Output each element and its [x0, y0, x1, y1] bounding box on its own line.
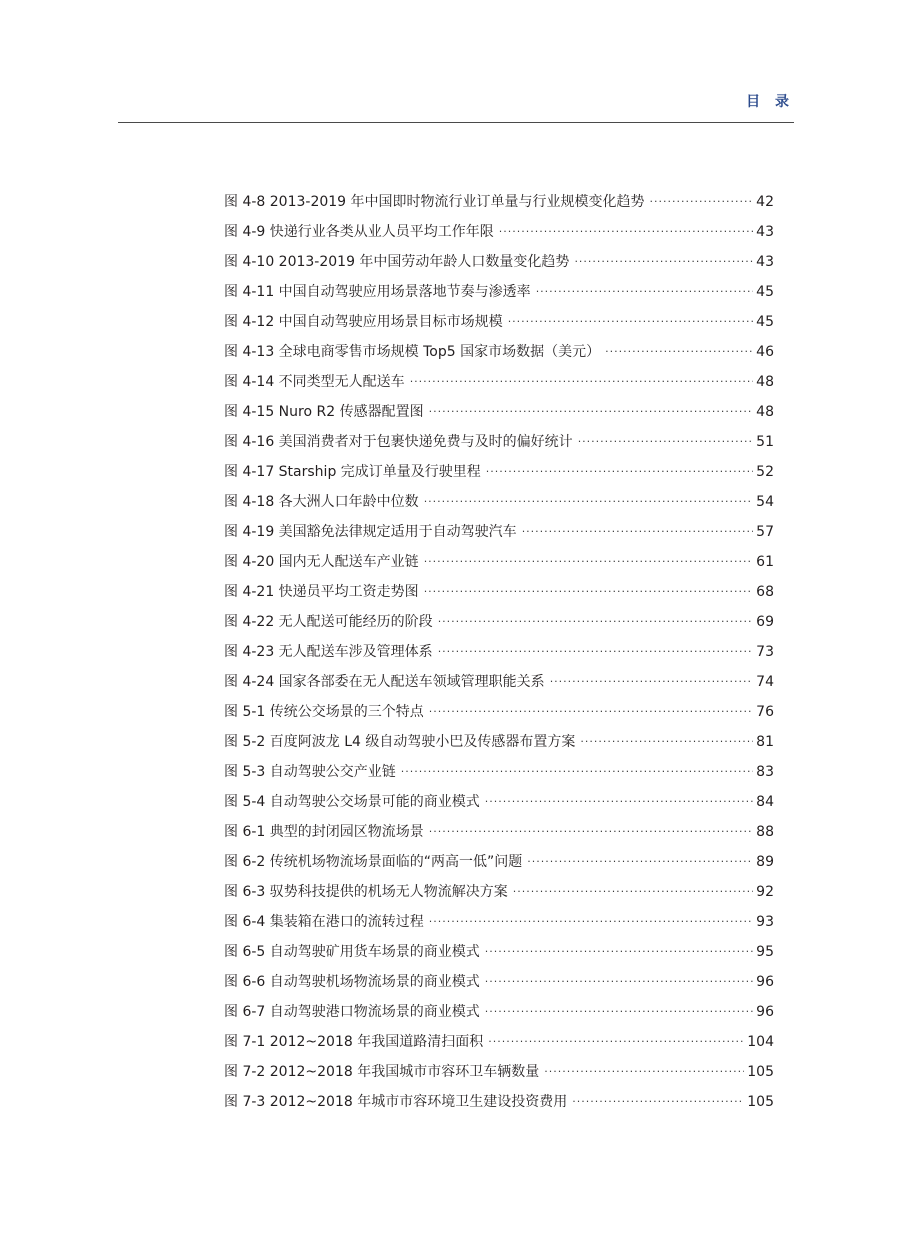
- toc-entry[interactable]: [224, 337, 774, 367]
- toc-entry-label: 图 4-13 全球电商零售市场规模 Top5 国家市场数据（美元）: [224, 344, 601, 360]
- toc-dot-leader: [488, 1027, 744, 1057]
- toc-entry-page-number: 68: [756, 584, 774, 600]
- toc-dot-leader: [550, 667, 753, 697]
- toc-entry[interactable]: [224, 607, 774, 637]
- toc-dot-leader: [485, 997, 753, 1027]
- toc-entry[interactable]: [224, 547, 774, 577]
- toc-entry[interactable]: [224, 877, 774, 907]
- toc-entry-page-number: 43: [756, 224, 774, 240]
- toc-entry-page-number: 96: [756, 974, 774, 990]
- toc-entry-page-number: 88: [756, 824, 774, 840]
- toc-entry[interactable]: [224, 187, 774, 217]
- toc-entry-page-number: 89: [756, 854, 774, 870]
- toc-entry-page-number: 57: [756, 524, 774, 540]
- toc-dot-leader: [424, 487, 753, 517]
- page-header-title: 目 录: [746, 94, 794, 110]
- toc-dot-leader: [527, 847, 753, 877]
- toc-entry-page-number: 52: [756, 464, 774, 480]
- toc-entry[interactable]: [224, 757, 774, 787]
- toc-entry-page-number: 104: [747, 1034, 774, 1050]
- toc-entry-label: 图 7-2 2012~2018 年我国城市市容环卫车辆数量: [224, 1064, 540, 1080]
- toc-entry-label: 图 4-24 国家各部委在无人配送车领域管理职能关系: [224, 674, 545, 690]
- toc-entry-page-number: 69: [756, 614, 774, 630]
- toc-entry-page-number: 81: [756, 734, 774, 750]
- toc-entry[interactable]: [224, 1087, 774, 1117]
- toc-entry[interactable]: [224, 727, 774, 757]
- toc-entry[interactable]: [224, 787, 774, 817]
- toc-entry-page-number: 45: [756, 284, 774, 300]
- toc-dot-leader: [486, 457, 753, 487]
- toc-entry-label: 图 5-4 自动驾驶公交场景可能的商业模式: [224, 794, 480, 810]
- toc-entry-label: 图 4-21 快递员平均工资走势图: [224, 584, 419, 600]
- toc-dot-leader: [574, 247, 753, 277]
- toc-entry[interactable]: [224, 487, 774, 517]
- toc-entry[interactable]: [224, 637, 774, 667]
- toc-entry-label: 图 6-3 驭势科技提供的机场无人物流解决方案: [224, 884, 508, 900]
- toc-dot-leader: [485, 937, 753, 967]
- toc-dot-leader: [580, 727, 753, 757]
- toc-entry-label: 图 4-18 各大洲人口年龄中位数: [224, 494, 419, 510]
- toc-entry[interactable]: [224, 427, 774, 457]
- toc-entry-page-number: 45: [756, 314, 774, 330]
- toc-entry-page-number: 84: [756, 794, 774, 810]
- toc-entry-label: 图 6-2 传统机场物流场景面临的“两高一低”问题: [224, 854, 523, 870]
- toc-entry[interactable]: [224, 217, 774, 247]
- toc-dot-leader: [429, 397, 754, 427]
- toc-entry-label: 图 4-23 无人配送车涉及管理体系: [224, 644, 433, 660]
- toc-entry-label: 图 4-15 Nuro R2 传感器配置图: [224, 404, 424, 420]
- toc-entry[interactable]: [224, 247, 774, 277]
- toc-entry[interactable]: [224, 847, 774, 877]
- toc-entry[interactable]: [224, 397, 774, 427]
- toc-entry[interactable]: [224, 457, 774, 487]
- toc-entry-label: 图 4-8 2013-2019 年中国即时物流行业订单量与行业规模变化趋势: [224, 194, 645, 210]
- header-divider: [118, 122, 794, 123]
- toc-entry-label: 图 6-5 自动驾驶矿用货车场景的商业模式: [224, 944, 480, 960]
- toc-dot-leader: [578, 427, 753, 457]
- toc-entry-page-number: 73: [756, 644, 774, 660]
- toc-entry-label: 图 4-22 无人配送可能经历的阶段: [224, 614, 433, 630]
- toc-entry[interactable]: [224, 367, 774, 397]
- toc-dot-leader: [508, 307, 753, 337]
- toc-entry-page-number: 43: [756, 254, 774, 270]
- toc-dot-leader: [438, 637, 753, 667]
- toc-entry-page-number: 76: [756, 704, 774, 720]
- toc-entry[interactable]: [224, 1057, 774, 1087]
- toc-entry[interactable]: [224, 907, 774, 937]
- toc-dot-leader: [536, 277, 753, 307]
- toc-entry-label: 图 4-19 美国豁免法律规定适用于自动驾驶汽车: [224, 524, 517, 540]
- toc-entry-page-number: 46: [756, 344, 774, 360]
- toc-entry-label: 图 4-11 中国自动驾驶应用场景落地节奏与渗透率: [224, 284, 531, 300]
- toc-entry[interactable]: [224, 517, 774, 547]
- toc-entry-page-number: 96: [756, 1004, 774, 1020]
- toc-dot-leader: [429, 817, 753, 847]
- toc-dot-leader: [485, 967, 753, 997]
- toc-entry-label: 图 6-6 自动驾驶机场物流场景的商业模式: [224, 974, 480, 990]
- toc-entry-label: 图 7-3 2012~2018 年城市市容环境卫生建设投资费用: [224, 1094, 568, 1110]
- toc-entry-page-number: 48: [756, 404, 774, 420]
- toc-entry-page-number: 61: [756, 554, 774, 570]
- toc-entry-page-number: 105: [747, 1094, 774, 1110]
- toc-list: [224, 187, 774, 1117]
- toc-dot-leader: [429, 907, 753, 937]
- toc-dot-leader: [485, 787, 753, 817]
- toc-entry-label: 图 6-1 典型的封闭园区物流场景: [224, 824, 424, 840]
- toc-entry-page-number: 95: [756, 944, 774, 960]
- toc-entry-page-number: 42: [756, 194, 774, 210]
- toc-entry-page-number: 92: [756, 884, 774, 900]
- toc-dot-leader: [544, 1057, 744, 1087]
- toc-entry[interactable]: [224, 577, 774, 607]
- toc-dot-leader: [438, 607, 753, 637]
- toc-entry-label: 图 5-3 自动驾驶公交产业链: [224, 764, 396, 780]
- toc-dot-leader: [424, 577, 753, 607]
- toc-entry-page-number: 51: [756, 434, 774, 450]
- toc-dot-leader: [650, 187, 754, 217]
- toc-entry-label: 图 4-16 美国消费者对于包裹快递免费与及时的偏好统计: [224, 434, 573, 450]
- toc-dot-leader: [522, 517, 753, 547]
- toc-entry[interactable]: [224, 937, 774, 967]
- toc-entry-label: 图 6-4 集装箱在港口的流转过程: [224, 914, 424, 930]
- toc-entry-label: 图 4-9 快递行业各类从业人员平均工作年限: [224, 224, 494, 240]
- toc-entry[interactable]: [224, 697, 774, 727]
- toc-dot-leader: [429, 697, 753, 727]
- toc-dot-leader: [572, 1087, 744, 1117]
- toc-entry-label: 图 4-12 中国自动驾驶应用场景目标市场规模: [224, 314, 503, 330]
- toc-entry-page-number: 48: [756, 374, 774, 390]
- toc-entry-label: 图 5-1 传统公交场景的三个特点: [224, 704, 424, 720]
- toc-dot-leader: [410, 367, 753, 397]
- toc-entry[interactable]: [224, 277, 774, 307]
- toc-entry[interactable]: [224, 667, 774, 697]
- toc-entry-page-number: 105: [747, 1064, 774, 1080]
- toc-entry-label: 图 4-20 国内无人配送车产业链: [224, 554, 419, 570]
- toc-entry-label: 图 4-17 Starship 完成订单量及行驶里程: [224, 464, 481, 480]
- toc-entry-label: 图 7-1 2012~2018 年我国道路清扫面积: [224, 1034, 484, 1050]
- toc-dot-leader: [424, 547, 753, 577]
- toc-dot-leader: [499, 217, 753, 247]
- toc-entry-page-number: 54: [756, 494, 774, 510]
- toc-entry-page-number: 93: [756, 914, 774, 930]
- toc-entry[interactable]: [224, 1027, 774, 1057]
- toc-entry-page-number: 83: [756, 764, 774, 780]
- toc-entry-label: 图 5-2 百度阿波龙 L4 级自动驾驶小巴及传感器布置方案: [224, 734, 576, 750]
- toc-entry-label: 图 4-10 2013-2019 年中国劳动年龄人口数量变化趋势: [224, 254, 570, 270]
- toc-entry[interactable]: [224, 997, 774, 1027]
- toc-entry[interactable]: [224, 967, 774, 997]
- toc-entry-label: 图 4-14 不同类型无人配送车: [224, 374, 405, 390]
- toc-entry[interactable]: [224, 817, 774, 847]
- toc-dot-leader: [605, 337, 753, 367]
- toc-dot-leader: [401, 757, 753, 787]
- toc-entry-page-number: 74: [756, 674, 774, 690]
- toc-entry[interactable]: [224, 307, 774, 337]
- toc-entry-label: 图 6-7 自动驾驶港口物流场景的商业模式: [224, 1004, 480, 1020]
- toc-dot-leader: [513, 877, 753, 907]
